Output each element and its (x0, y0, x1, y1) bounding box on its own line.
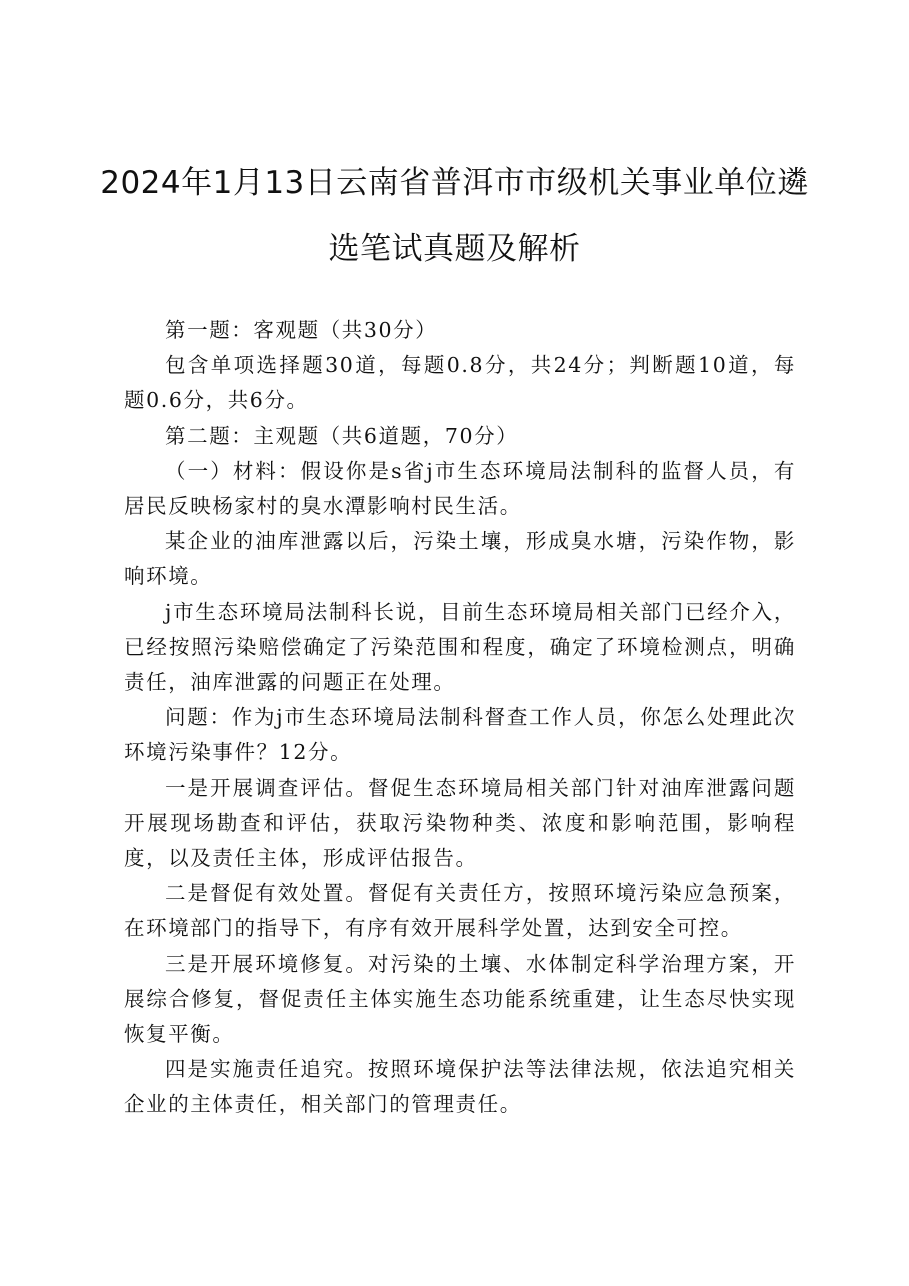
paragraph-material-intro: （一）材料：假设你是s省j市生态环境局法制科的监督人员，有居民反映杨家村的臭水潭影响村民生活。 (124, 458, 796, 519)
section-heading-subjective: 第二题：主观题（共6道题，70分） (165, 423, 519, 448)
document-body (124, 313, 796, 1123)
paragraph-question: 问题：作为j市生态环境局法制科督查工作人员，你怎么处理此次环境污染事件？12分。 (124, 705, 796, 765)
paragraph-answer-1: 一是开展调查评估。督促生态环境局相关部门针对油库泄露问题开展现场勘查和评估，获取污染物种类、浓度和影响范围，影响程度，以及责任主体，形成评估报告。 (124, 775, 796, 871)
document-title: 2024年1月13日云南省普洱市市级机关事业单位遴选笔试真题及解析 (100, 165, 809, 267)
paragraph-material-chief: j市生态环境局法制科长说，目前生态环境局相关部门已经介入，已经按照污染赔偿确定了污染范围和程度，确定了环境检测点，明确责任，油库泄露的问题正在处理。 (124, 599, 796, 695)
section-heading-objective: 第一题：客观题（共30分） (165, 318, 438, 342)
paragraph-objective-details: 包含单项选择题30道，每题0.8分，共24分；判断题10道，每题0.6分，共6分。 (124, 353, 796, 413)
paragraph-material-leak: 某企业的油库泄露以后，污染土壤，形成臭水塘，污染作物，影响环境。 (124, 529, 796, 589)
paragraph-answer-4: 四是实施责任追究。按照环境保护法等法律法规，依法追究相关企业的主体责任，相关部门的管理责任。 (124, 1057, 796, 1117)
paragraph-answer-2: 二是督促有效处置。督促有关责任方，按照环境污染应急预案，在环境部门的指导下，有序有效开展科学处置，达到安全可控。 (124, 881, 796, 941)
paragraph-answer-3: 三是开展环境修复。对污染的土壤、水体制定科学治理方案，开展综合修复，督促责任主体实施生态功能系统重建，让生态尽快实现恢复平衡。 (124, 951, 796, 1047)
